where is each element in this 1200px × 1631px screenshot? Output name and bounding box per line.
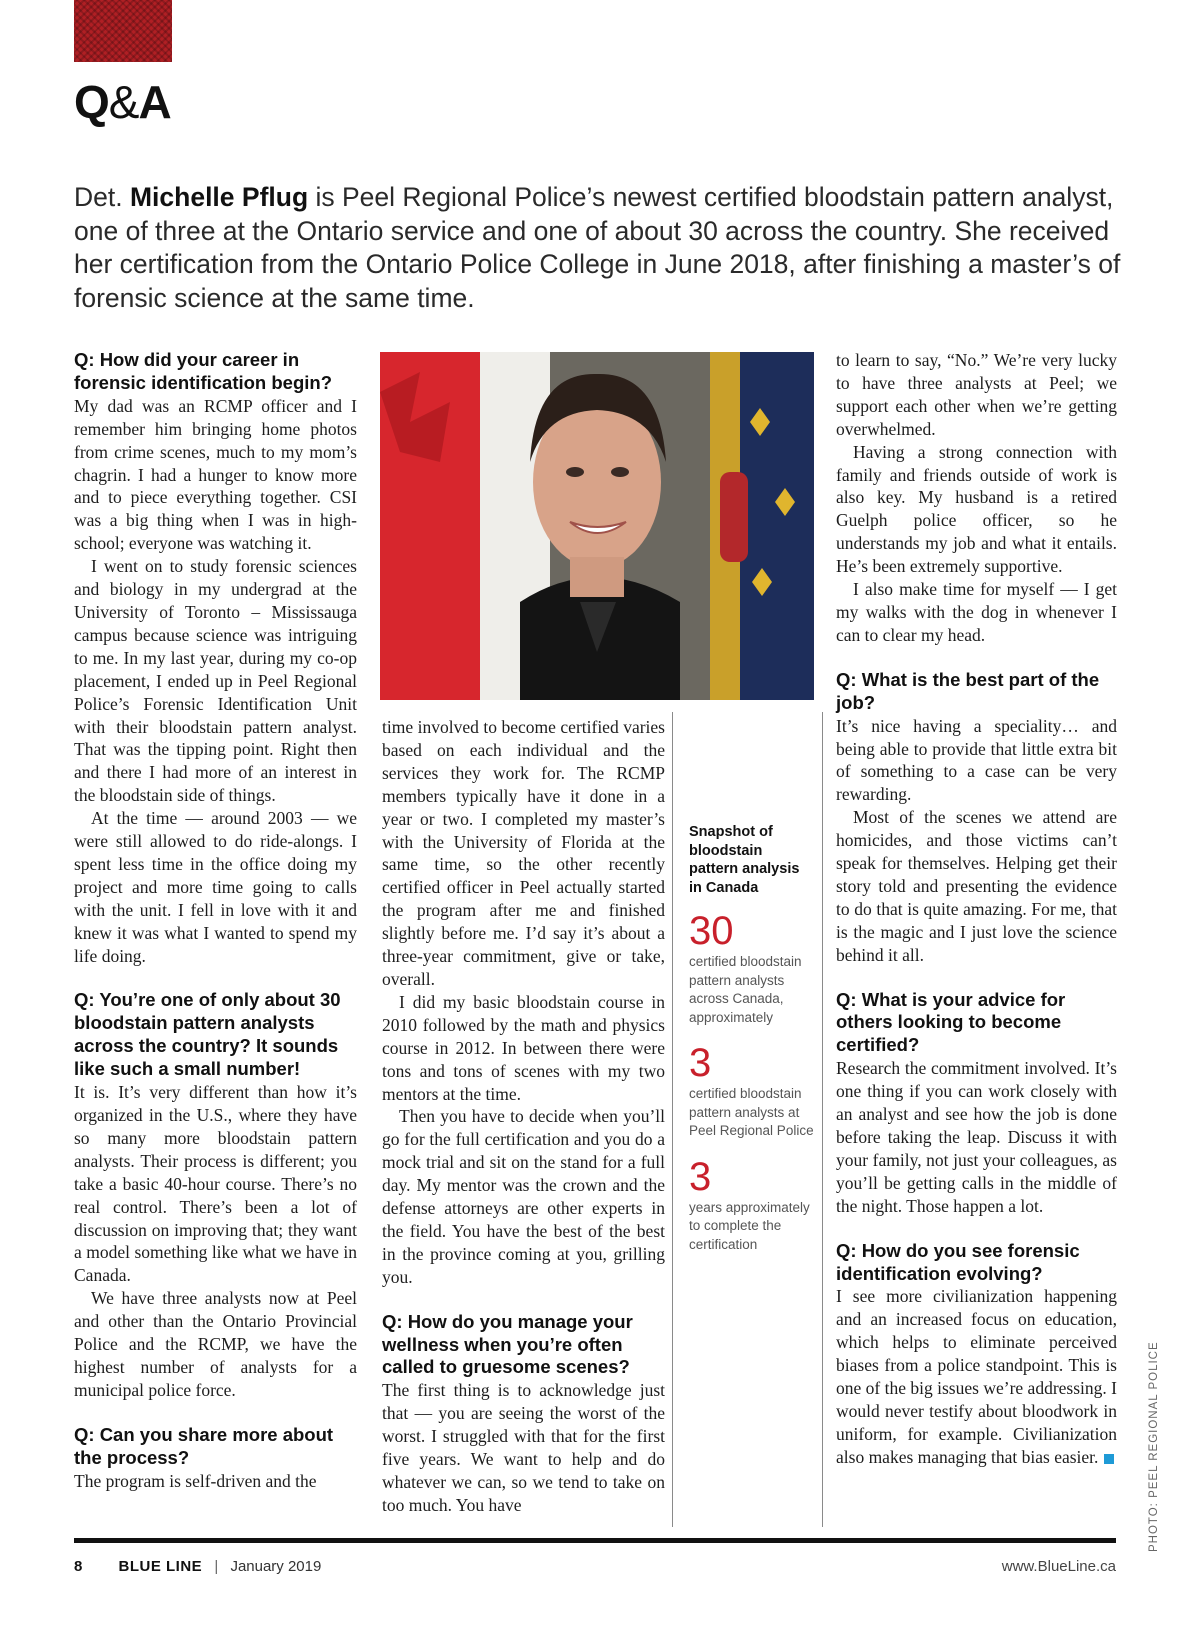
interviewee-name: Michelle Pflug bbox=[129, 182, 309, 212]
answer-paragraph: The first thing is to acknowledge just that — you are seeing the worst of the worst. I struggled with that for the first five years. We want to help and do whatever we can, so we tend to take on too much. You have bbox=[382, 1380, 665, 1515]
question-heading: Q: How do you see forensic identification evolving? bbox=[836, 1239, 1080, 1284]
answer-paragraph: We have three analysts now at Peel and other than the Ontario Provincial Police and the RCMP, we have the highest number of analysts for a municipal police force. bbox=[74, 1288, 357, 1400]
answer-paragraph: At the time — around 2003 — we were still allowed to do ride-alongs. I spent less time in the office doing my project and more time going to calls with the unit. I fell in love with it and knew it was what I wanted to spend my life doing. bbox=[74, 808, 357, 966]
question-heading: Q: You’re one of only about 30 bloodstain pattern analysts across the country? It sounds like such a small number! bbox=[74, 989, 341, 1080]
answer-paragraph: It is. It’s very different than how it’s organized in the U.S., where they have so many more bloodstain pattern analysts. Their process is different; you take a basic 40-hour course. There’s no real control. There’s been a lot of discussion on improving that; they want a model something like what we have in Canada. bbox=[74, 1082, 357, 1286]
answer-paragraph: I went on to study forensic sciences and biology in my undergrad at the University of Toronto – Mississauga campus because science was intriguing to me. In my last year, during my co-op placement, I ended up in Peel Regional Police’s Forensic Identification Unit with their bloodstain pattern analyst. That was the tipping point. Right then and there I had more of an interest in the bloodstain side of things. bbox=[74, 556, 357, 806]
snapshot-title: Snapshot of bloodstain pattern analysis in Canada bbox=[689, 824, 800, 896]
answer-paragraph: My dad was an RCMP officer and I remember him bringing home photos from crime scenes, much to my mom’s chagrin. I had a hunger to know more and to piece everything together. CSI was a big thing when I was in high-school; everyone was watching it. bbox=[74, 395, 357, 554]
question-heading: Q: How do you manage your wellness when you’re often called to gruesome scenes? bbox=[382, 1310, 633, 1378]
stat-value: 30 bbox=[689, 909, 734, 953]
question-heading: Q: What is your advice for others looking to become certified? bbox=[836, 988, 1066, 1056]
page-footer bbox=[74, 1558, 1116, 1582]
article-column-2 bbox=[382, 716, 665, 1517]
answer-paragraph: Then you have to decide when you’ll go for the full certification and you do a mock trial and sit on the stand for a full day. My mentor was the crown and the defense attorneys are other experts in the field. You have the best of the best in the province coming at you, grilling you. bbox=[382, 1106, 665, 1287]
portrait-photo bbox=[380, 352, 814, 700]
footer-rule bbox=[74, 1538, 1116, 1543]
section-color-block bbox=[74, 0, 172, 62]
article-column-3 bbox=[836, 349, 1117, 1469]
question-heading: Q: Can you share more about the process? bbox=[74, 1423, 334, 1468]
stat-value: 3 bbox=[689, 1041, 712, 1085]
answer-paragraph: Research the commitment involved. It’s one thing if you can work closely with an analyst and see how the job is done before taking the leap. Discuss it with your family, not just your colleagues, as you’ll be getting calls in the middle of the night. Those happen a lot. bbox=[836, 1058, 1117, 1216]
stat-label: certified bloodstain pattern analysts across Canada, approximately bbox=[689, 954, 802, 1025]
answer-paragraph: time involved to become certified varies based on each individual and the services they work for. The RCMP members typically have it done in a year or two. I completed my master’s with the University of Florida at the same time, so the other recently certified officer in Peel actually started the program after me and finished slightly before me. I’d say it’s about a three-year commitment, give or take, overall. bbox=[382, 717, 665, 989]
page-number: 8 bbox=[74, 1558, 83, 1575]
answer-paragraph: The program is self-driven and the bbox=[74, 1470, 317, 1491]
footer-separator: | bbox=[214, 1558, 219, 1575]
stat-value: 3 bbox=[689, 1154, 712, 1199]
question-heading: Q: How did your career in forensic identification begin? bbox=[74, 349, 332, 393]
answer-paragraph: Having a strong connection with family and friends outside of work is also key. My husband is a retired Guelph police officer, so he understands my job and what it entails. He’s been extremely supportive. bbox=[836, 441, 1117, 577]
answer-paragraph: I also make time for myself — I get my walks with the dog in whenever I can to clear my head. bbox=[836, 579, 1117, 645]
stat-label: certified bloodstain pattern analysts at Peel Regional Police bbox=[689, 1086, 814, 1138]
stat-label: years approximately to complete the certification bbox=[689, 1199, 810, 1252]
answer-paragraph: Most of the scenes we attend are homicides, and those victims can’t speak for themselves. Helping get their story told and presenting the evidence to do that is quite amazing. For me, that is the magic and I just love the science behind it all. bbox=[836, 807, 1117, 965]
issue-date: January 2019 bbox=[230, 1558, 322, 1575]
answer-paragraph: I see more civilianization happening and an increased focus on education, which helps to eliminate perceived biases from a police standpoint. This is one of the big issues we’re addressing. I would never testify about bloodwork in uniform, for example. Civilianization also makes managing that bias easier. bbox=[836, 1286, 1117, 1467]
column-divider bbox=[672, 712, 673, 1527]
end-mark-icon bbox=[1104, 1454, 1114, 1464]
website-link[interactable]: www.BlueLine.ca bbox=[1001, 1558, 1116, 1575]
section-title: Q&A bbox=[74, 76, 171, 128]
photo-credit: PHOTO: PEEL REGIONAL POLICE bbox=[1148, 1341, 1160, 1552]
answer-paragraph: to learn to say, “No.” We’re very lucky to have three analysts at Peel; we support each other when we’re getting overwhelmed. bbox=[836, 350, 1117, 439]
answer-paragraph: It’s nice having a speciality… and being able to provide that little extra bit of something to a case can be very rewarding. bbox=[836, 715, 1117, 805]
answer-paragraph: I did my basic bloodstain course in 2010 followed by the math and physics course in 2012. In between there were tons and tons of scenes with my two mentors at the time. bbox=[382, 991, 665, 1104]
magazine-name: BLUE LINE bbox=[118, 1558, 203, 1575]
column-divider bbox=[822, 712, 823, 1527]
question-heading: Q: What is the best part of the job? bbox=[836, 668, 1100, 713]
intro-paragraph: Det. Michelle Pflug is Peel Regional Police’s newest certified bloodstain pattern analyst, one of three at the Ontario service and one of about 30 across the country. She received her certification from the Ontario Police College in June 2018, after finishing a master’s of forensic science at the same time. bbox=[74, 182, 1121, 313]
article-column-1 bbox=[74, 349, 357, 1493]
snapshot-sidebar bbox=[689, 823, 815, 1268]
